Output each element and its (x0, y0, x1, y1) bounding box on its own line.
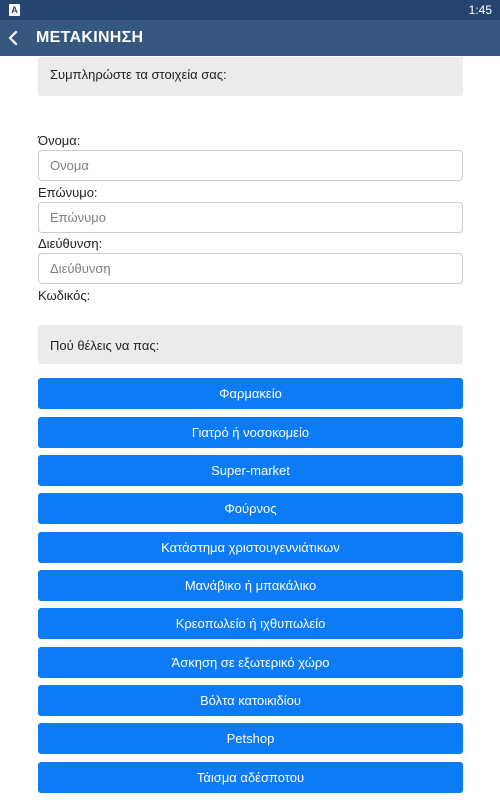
first-name-label: Όνομα: (38, 133, 81, 148)
chevron-left-icon-glyph (7, 31, 19, 45)
destination-button-bakery[interactable]: Φούρνος (38, 493, 463, 524)
destination-button-butcher-fishmonger[interactable]: Κρεοπωλείο ή ιχθυπωλείο (38, 608, 463, 639)
status-clock: 1:45 (468, 3, 492, 17)
destination-button-outdoor-exercise[interactable]: Άσκηση σε εξωτερικό χώρο (38, 647, 463, 678)
app-bar (0, 20, 500, 56)
destination-button-pet-walk[interactable]: Βόλτα κατοικιδίου (38, 685, 463, 716)
intro-text: Συμπληρώστε τα στοιχεία σας: (50, 67, 227, 82)
address-label: Διεύθυνση: (38, 236, 103, 251)
last-name-label: Επώνυμο: (38, 185, 98, 200)
page-title: ΜΕΤΑΚΙΝΗΣΗ (36, 29, 144, 46)
code-label: Κωδικός: (38, 288, 91, 303)
last-name-input[interactable] (38, 202, 463, 233)
destination-button-grocery[interactable]: Μανάβικο ή μπακάλικο (38, 570, 463, 601)
destination-prompt-panel (38, 325, 463, 364)
destination-prompt: Πού θέλεις να πας: (50, 338, 160, 353)
address-input[interactable] (38, 253, 463, 284)
status-bar (0, 0, 500, 20)
destination-button-feed-stray[interactable]: Τάισμα αδέσποτου (38, 762, 463, 793)
destination-button-pharmacy[interactable]: Φαρμακείο (38, 378, 463, 409)
destination-button-christmas-store[interactable]: Κατάστημα χριστουγεννιάτικων (38, 532, 463, 563)
destination-button-supermarket[interactable]: Super-market (38, 455, 463, 486)
notification-icon: A (9, 4, 20, 16)
destination-button-petshop[interactable]: Petshop (38, 723, 463, 754)
intro-panel (38, 57, 463, 96)
first-name-input[interactable] (38, 150, 463, 181)
chevron-left-icon[interactable] (0, 20, 26, 56)
destination-button-doctor[interactable]: Γιατρό ή νοσοκομείο (38, 417, 463, 448)
